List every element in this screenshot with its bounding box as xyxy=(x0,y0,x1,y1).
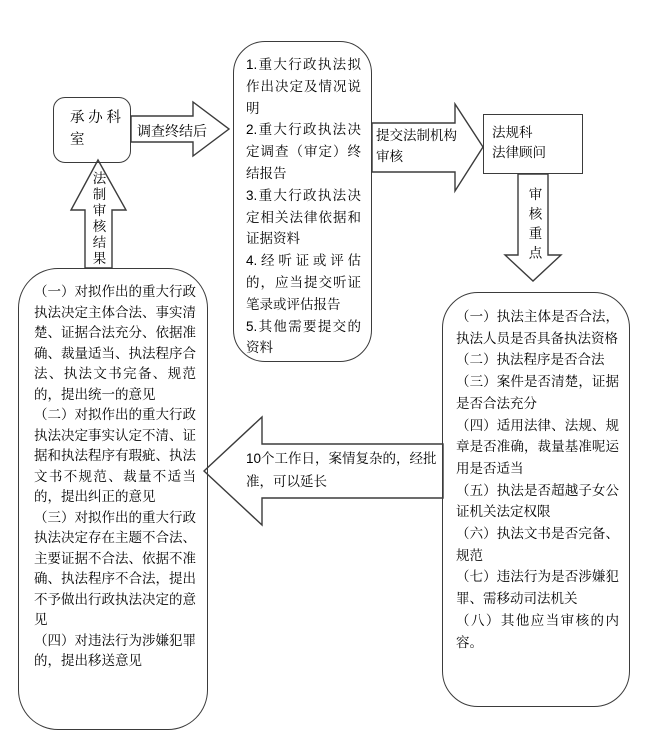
chengban-office-node xyxy=(53,97,131,163)
legal-dept-label: 法规科 法律顾问 xyxy=(492,125,546,160)
submission-materials-list: 1.重大行政执法拟作出决定及情况说明 2.重大行政执法决定调查（审定）终结报告 3.重大行政执法决定相关法律依据和证据资料 4.经听证或评估的，应当提交听证笔录或评估报告 5.其他需要提交的资料 xyxy=(246,57,361,356)
review-result-arrow-label: 法制审核结果 xyxy=(90,171,106,267)
review-points-list: （一）执法主体是否合法，执法人员是否具备执法资格 （二）执法程序是否合法 （三）案件是否清楚，证据是否合法充分 （四）适用法律、法规、规章是否准确，裁量基准呢运用是否适当 （五）执法是否超越子女公证机关法定权限 （六）执法文书是否完备、规范 （七）违法行为是否涉嫌犯罪、需移动司法机关 （八）其他应当审核的内容。 xyxy=(456,309,619,650)
after-investigation-arrow-label: 调查终结后 xyxy=(137,123,207,139)
legal-dept-node xyxy=(483,114,583,174)
review-opinions-node xyxy=(18,268,208,730)
review-points-node xyxy=(442,292,630,707)
submission-materials-node xyxy=(233,41,372,362)
review-opinions-list: （一）对拟作出的重大行政执法决定主体合法、事实清楚、证据合法充分、依据准确、裁量适当、执法程序合法、执法文书完备、规范的，提出统一的意见 （二）对拟作出的重大行政执法决定事实认定不清、证据和执法程序有瑕疵、执法文书不规范、裁量不适当的，提出纠正的意见 （三）对拟作出的重大行政执法决定存在主题不合法、主要证据不合法、依据不准确、执法程序不合法，提出不予做出行政执法决定的意见 （四）对违法行为涉嫌犯罪的，提出移送意见 xyxy=(34,284,196,668)
review-focus-arrow-label: 审核重点 xyxy=(526,187,542,265)
time-limit-arrow-label: 10个工作日，案情复杂的，经批准，可以延长 xyxy=(246,451,437,489)
chengban-office-label: 承办科室 xyxy=(70,110,122,148)
submit-to-legal-arrow-label: 提交法制机构审核 xyxy=(376,128,457,164)
